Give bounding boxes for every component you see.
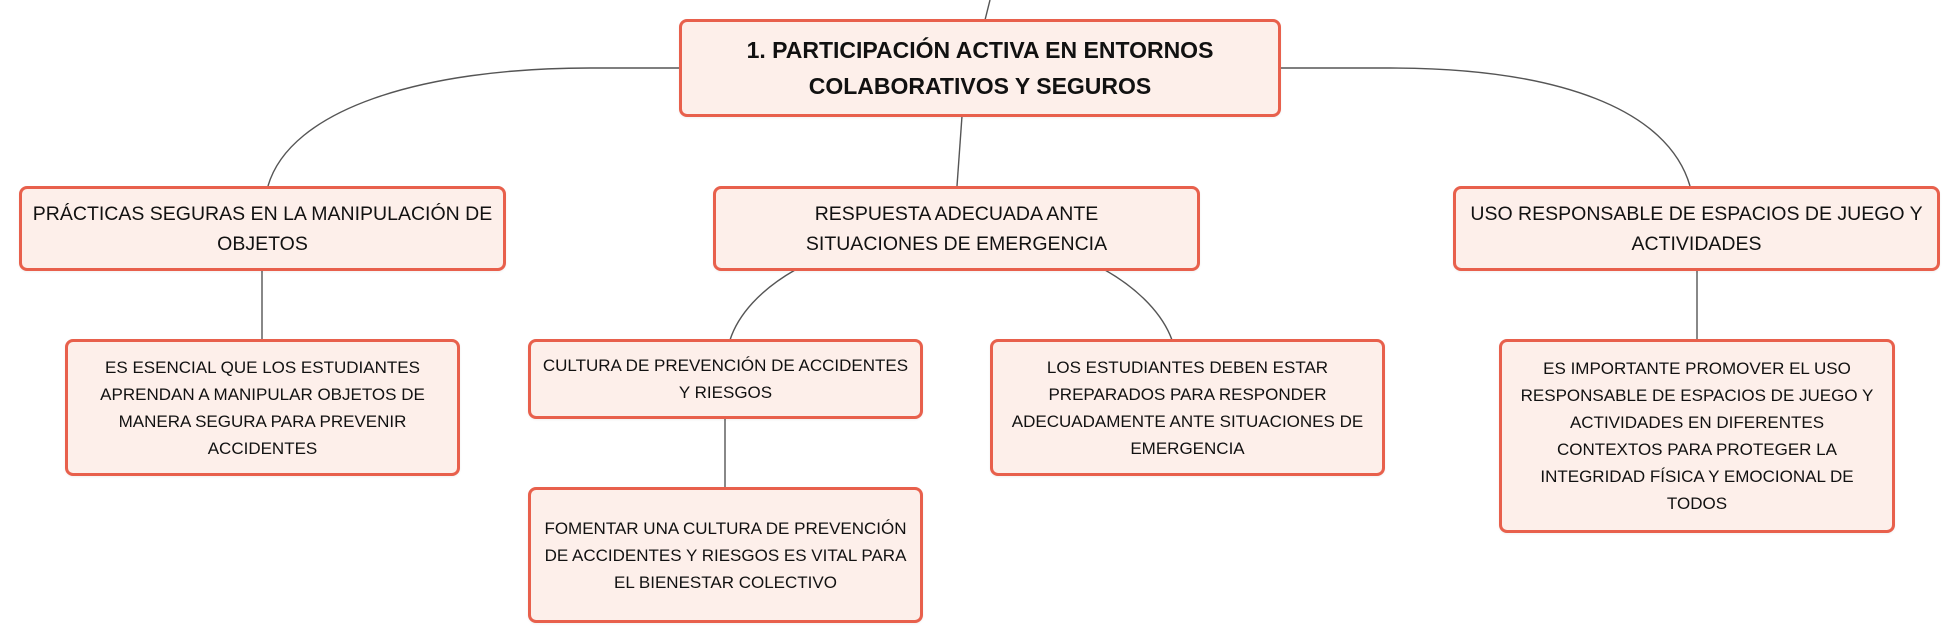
connector-center-a [730, 270, 795, 340]
detail-uso-responsable-text: ES IMPORTANTE PROMOVER EL USO RESPONSABLE DE ESPACIOS DE JUEGO Y ACTIVIDADES EN DIFERENTES CONTEXTOS PARA PROTEGER LA INTEGRIDAD FÍSICA Y EMOCIONAL DE TODOS [1520, 359, 1874, 513]
topic-uso-responsable-label: USO RESPONSABLE DE ESPACIOS DE JUEGO Y ACTIVIDADES [1470, 202, 1923, 255]
detail-cultura-prevencion[interactable] [528, 487, 923, 623]
topic-respuesta-emergencia[interactable] [713, 186, 1200, 271]
connector-root-left [268, 68, 680, 186]
detail-manipular-objetos[interactable] [65, 339, 460, 476]
connector-root-right [1279, 68, 1690, 186]
topic-practicas-seguras-label: PRÁCTICAS SEGURAS EN LA MANIPULACIÓN DE OBJETOS [32, 202, 493, 255]
detail-cultura-prevencion-text: FOMENTAR UNA CULTURA DE PREVENCIÓN DE ACCIDENTES Y RIESGOS ES VITAL PARA EL BIENESTAR COLECTIVO [544, 518, 907, 592]
topic-practicas-seguras[interactable] [19, 186, 506, 271]
detail-uso-responsable[interactable] [1499, 339, 1895, 533]
topic-respuesta-emergencia-label: RESPUESTA ADECUADA ANTE SITUACIONES DE EMERGENCIA [805, 202, 1108, 255]
topic-uso-responsable[interactable] [1453, 186, 1940, 271]
root-node[interactable] [679, 19, 1281, 117]
detail-preparados-emergencia-text: LOS ESTUDIANTES DEBEN ESTAR PREPARADOS PARA RESPONDER ADECUADAMENTE ANTE SITUACIONES DE EMERGENCIA [1011, 357, 1364, 458]
detail-manipular-objetos-text: ES ESENCIAL QUE LOS ESTUDIANTES APRENDAN A MANIPULAR OBJETOS DE MANERA SEGURA PARA PREVENIR ACCIDENTES [100, 357, 425, 458]
subtopic-cultura-prevencion-label: CULTURA DE PREVENCIÓN DE ACCIDENTES Y RIESGOS [542, 356, 909, 402]
detail-preparados-emergencia[interactable] [990, 339, 1385, 476]
connector-center-b [1105, 270, 1172, 340]
connector-root-center [957, 116, 962, 186]
root-node-label: 1. PARTICIPACIÓN ACTIVA EN ENTORNOS COLABORATIVOS Y SEGUROS [746, 37, 1214, 99]
connector-root-parent [985, 0, 990, 20]
subtopic-cultura-prevencion[interactable] [528, 339, 923, 419]
